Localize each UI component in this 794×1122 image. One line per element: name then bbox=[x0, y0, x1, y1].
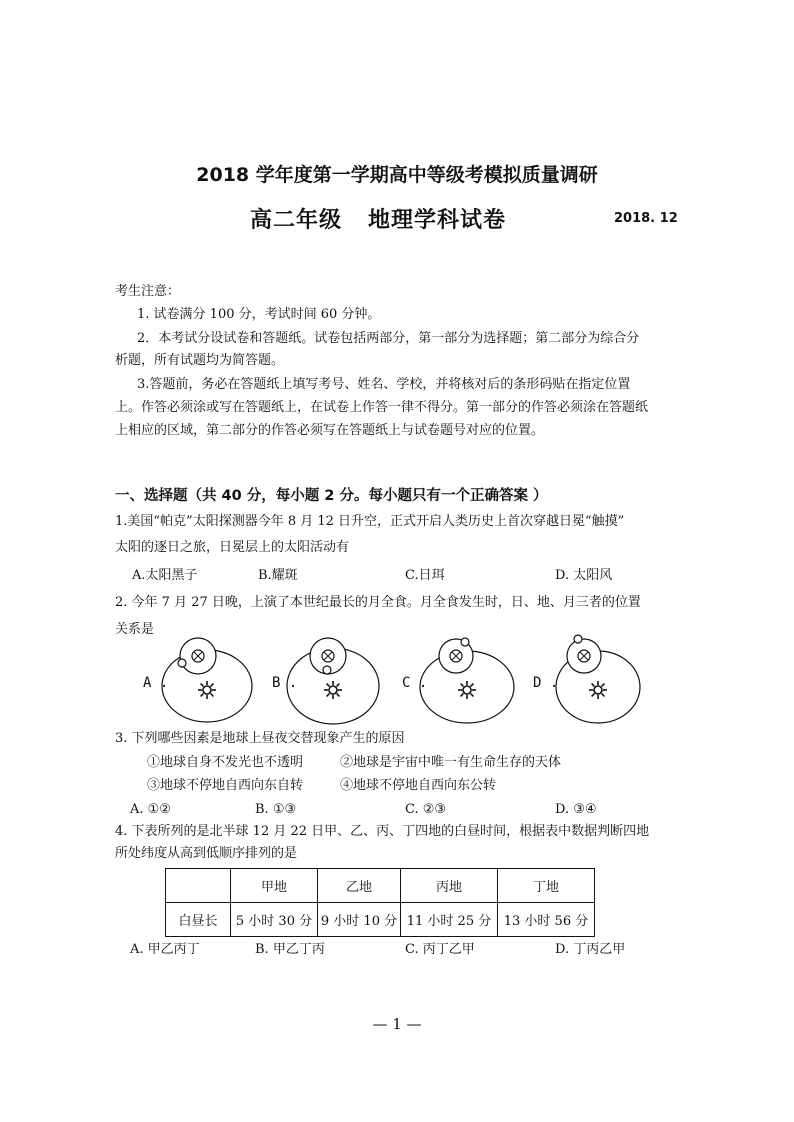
question-3-option-a: A. ①② bbox=[130, 802, 171, 817]
exam-title: 2018 学年度第一学期高中等级考模拟质量调研 bbox=[196, 164, 598, 186]
table-header-cell: 丙地 bbox=[401, 869, 498, 903]
question-2-line: 2. 今年 7 月 27 日晚，上演了本世纪最长的月全食。月全食发生时，日、地、月三者的位置 bbox=[115, 595, 641, 610]
earth-icon bbox=[578, 650, 590, 662]
question-4-option-d: D. 丁丙乙甲 bbox=[555, 942, 626, 957]
question-1-line: 1.美国“帕克”太阳探测器今年 8 月 12 日升空，正式开启人类历史上首次穿越日冕“触摸” bbox=[115, 514, 625, 529]
sun-icon bbox=[589, 681, 607, 699]
section-heading: 一、选择题（共 40 分，每小题 2 分。每小题只有一个正确答案 ） bbox=[115, 488, 548, 504]
question-4-line: 所处纬度从高到低顺序排列的是 bbox=[115, 846, 298, 861]
notice-line: 3.答题前，务必在答题纸上填写考号、姓名、学校，并将核对后的条形码贴在指定位置 bbox=[137, 377, 631, 392]
diagram-d bbox=[556, 635, 640, 723]
exam-date: 2018. 12 bbox=[614, 211, 678, 226]
page-number: — 1 — bbox=[372, 1015, 422, 1033]
sun-icon bbox=[458, 681, 476, 699]
moon-icon bbox=[461, 638, 469, 646]
question-1-option-a: A.太阳黑子 bbox=[132, 568, 198, 583]
diagram-c bbox=[420, 638, 514, 723]
moon-icon bbox=[178, 659, 186, 667]
sun-icon bbox=[198, 681, 216, 699]
notice-heading: 考生注意： bbox=[115, 284, 181, 299]
question-3-statement: ④地球不停地自西向东公转 bbox=[340, 778, 497, 793]
question-1-line: 太阳的逐日之旅，日冕层上的太阳活动有 bbox=[115, 540, 350, 555]
exam-subtitle: 高二年级 地理学科试卷 bbox=[250, 208, 506, 233]
diagram-label-b: B . bbox=[272, 675, 298, 691]
earth-icon bbox=[450, 650, 462, 662]
diagram-label-c: C . bbox=[402, 675, 428, 691]
orbit-diagrams bbox=[0, 630, 794, 730]
table-header-cell: 甲地 bbox=[231, 869, 318, 903]
question-4-option-a: A. 甲乙丙丁 bbox=[130, 942, 200, 957]
question-4-option-b: B. 甲乙丁丙 bbox=[255, 942, 325, 957]
table-cell: 5 小时 30 分 bbox=[231, 903, 318, 937]
table-cell: 11 小时 25 分 bbox=[401, 903, 498, 937]
question-1-option-d: D. 太阳风 bbox=[555, 568, 613, 583]
diagram-b bbox=[287, 638, 379, 724]
moon-icon bbox=[323, 666, 331, 674]
earth-icon bbox=[192, 650, 204, 662]
table-cell: 白昼长 bbox=[166, 903, 231, 937]
table-row bbox=[166, 903, 595, 937]
diagram-a bbox=[162, 638, 252, 722]
question-3-option-d: D. ③④ bbox=[555, 802, 597, 817]
question-4-line: 4. 下表所列的是北半球 12 月 22 日甲、乙、丙、丁四地的白昼时间，根据表中数据判断四地 bbox=[115, 824, 650, 839]
table-header-cell: 乙地 bbox=[318, 869, 401, 903]
notice-line: 2．本考试分设试卷和答题纸。试卷包括两部分，第一部分为选择题；第二部分为综合分 bbox=[137, 331, 640, 346]
question-3-option-b: B. ①③ bbox=[255, 802, 297, 817]
diagram-label-a: A . bbox=[143, 675, 169, 691]
question-3-statement: ②地球是宇宙中唯一有生命生存的天体 bbox=[340, 755, 562, 770]
diagram-label-d: D . bbox=[533, 675, 559, 691]
question-3-statement: ③地球不停地自西向东自转 bbox=[147, 778, 304, 793]
notice-line: 1. 试卷满分 100 分，考试时间 60 分钟。 bbox=[137, 307, 381, 322]
moon-icon bbox=[574, 635, 582, 643]
notice-line: 上。作答必须涂或写在答题纸上，在试卷上作答一律不得分。第一部分的作答必须涂在答题纸 bbox=[115, 400, 649, 415]
question-3-line: 3. 下列哪些因素是地球上昼夜交替现象产生的原因 bbox=[115, 731, 405, 746]
table-cell: 9 小时 10 分 bbox=[318, 903, 401, 937]
daylight-table bbox=[165, 868, 595, 937]
notice-line: 上相应的区域，第二部分的作答必须写在答题纸上与试卷题号对应的位置。 bbox=[115, 423, 545, 438]
question-2-line: 关系是 bbox=[115, 622, 155, 637]
notice-line: 析题，所有试题均为简答题。 bbox=[115, 353, 285, 368]
question-3-statement: ①地球自身不发光也不透明 bbox=[147, 755, 304, 770]
table-header-row bbox=[166, 869, 595, 903]
question-3-option-c: C. ②③ bbox=[405, 802, 447, 817]
table-cell: 13 小时 56 分 bbox=[498, 903, 595, 937]
table-header-cell bbox=[166, 869, 231, 903]
question-1-option-c: C.日珥 bbox=[405, 568, 445, 583]
question-1-option-b: B.耀斑 bbox=[258, 568, 298, 583]
earth-icon bbox=[322, 650, 334, 662]
question-4-option-c: C. 丙丁乙甲 bbox=[405, 942, 475, 957]
sun-icon bbox=[324, 681, 342, 699]
table-header-cell: 丁地 bbox=[498, 869, 595, 903]
